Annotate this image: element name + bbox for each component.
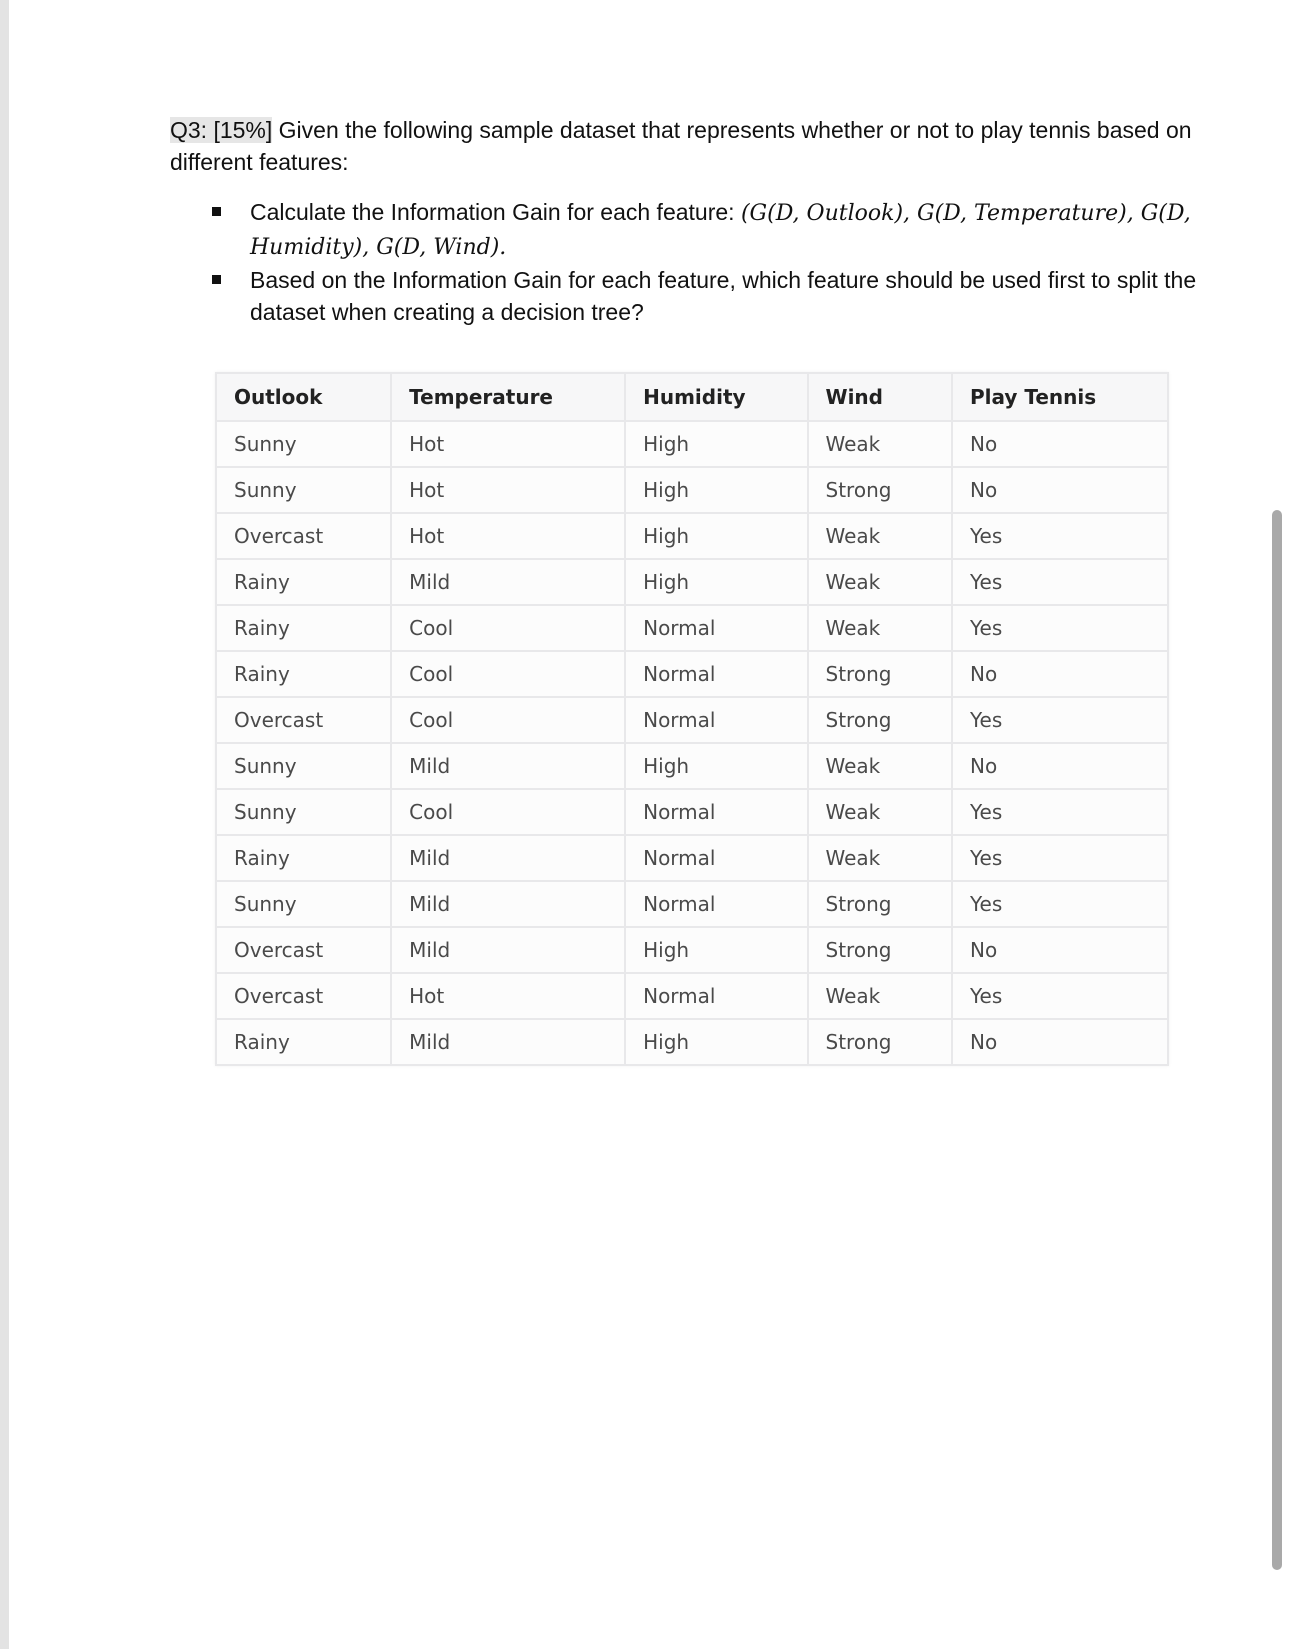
table-cell: Weak: [808, 789, 952, 835]
table-cell: Rainy: [216, 1019, 391, 1065]
table-cell: Yes: [952, 605, 1168, 651]
table-cell: Cool: [391, 697, 625, 743]
table-cell: Cool: [391, 789, 625, 835]
table-row: [216, 927, 1168, 973]
table-cell: Overcast: [216, 697, 391, 743]
column-header: Play Tennis: [952, 373, 1168, 421]
table-cell: Hot: [391, 513, 625, 559]
square-bullet-icon: [212, 275, 221, 284]
table-cell: Sunny: [216, 421, 391, 467]
column-header: Temperature: [391, 373, 625, 421]
table-cell: No: [952, 1019, 1168, 1065]
table-cell: No: [952, 743, 1168, 789]
table-row: [216, 513, 1168, 559]
table-cell: Hot: [391, 467, 625, 513]
page-left-edge: [0, 0, 9, 1649]
table-row: [216, 835, 1168, 881]
table-cell: Normal: [625, 973, 807, 1019]
table-row: [216, 1019, 1168, 1065]
column-header: Humidity: [625, 373, 807, 421]
instruction-item: [208, 264, 1208, 328]
table-cell: Sunny: [216, 467, 391, 513]
table-cell: High: [625, 1019, 807, 1065]
instruction-list: [208, 196, 1208, 328]
table-cell: Weak: [808, 973, 952, 1019]
table-cell: Weak: [808, 605, 952, 651]
table-cell: Mild: [391, 881, 625, 927]
table-cell: Mild: [391, 835, 625, 881]
table-row: [216, 973, 1168, 1019]
table-cell: High: [625, 559, 807, 605]
table-cell: No: [952, 927, 1168, 973]
table-cell: Mild: [391, 1019, 625, 1065]
question-label: Q3: [15%]: [170, 117, 273, 143]
table-cell: Hot: [391, 421, 625, 467]
table-cell: Rainy: [216, 835, 391, 881]
table-cell: Sunny: [216, 789, 391, 835]
vertical-scrollbar[interactable]: [1272, 510, 1282, 1570]
table-cell: Yes: [952, 559, 1168, 605]
table-cell: Strong: [808, 927, 952, 973]
tennis-dataset-table: [215, 372, 1169, 1066]
table-cell: High: [625, 743, 807, 789]
table-cell: Normal: [625, 605, 807, 651]
question-heading: [170, 114, 1210, 178]
column-header: Outlook: [216, 373, 391, 421]
table-row: [216, 559, 1168, 605]
table-row: [216, 697, 1168, 743]
table-cell: Rainy: [216, 651, 391, 697]
table-cell: Hot: [391, 973, 625, 1019]
table-cell: High: [625, 467, 807, 513]
table-cell: Strong: [808, 467, 952, 513]
table-cell: Sunny: [216, 881, 391, 927]
table-cell: Overcast: [216, 927, 391, 973]
table-cell: Strong: [808, 881, 952, 927]
square-bullet-icon: [212, 207, 221, 216]
table-cell: Normal: [625, 651, 807, 697]
table-cell: Yes: [952, 513, 1168, 559]
table-row: [216, 605, 1168, 651]
table-cell: Cool: [391, 651, 625, 697]
table-cell: Rainy: [216, 605, 391, 651]
table-cell: No: [952, 421, 1168, 467]
table-cell: Yes: [952, 973, 1168, 1019]
table-cell: Normal: [625, 835, 807, 881]
table-cell: Strong: [808, 1019, 952, 1065]
table-cell: Weak: [808, 421, 952, 467]
table-header-row: [216, 373, 1168, 421]
question-text: Given the following sample dataset that represents whether or not to play tennis based on different features:: [170, 117, 1192, 175]
table-cell: Normal: [625, 789, 807, 835]
table-cell: Yes: [952, 789, 1168, 835]
table-cell: Strong: [808, 651, 952, 697]
table-cell: No: [952, 651, 1168, 697]
table-cell: Weak: [808, 835, 952, 881]
instruction-text: Based on the Information Gain for each feature, which feature should be used first to split the dataset when creating a decision tree?: [250, 267, 1197, 325]
table-cell: Weak: [808, 559, 952, 605]
column-header: Wind: [808, 373, 952, 421]
table-cell: Overcast: [216, 513, 391, 559]
table-cell: High: [625, 927, 807, 973]
table-row: [216, 743, 1168, 789]
table-cell: Strong: [808, 697, 952, 743]
table-row: [216, 421, 1168, 467]
table-cell: Yes: [952, 835, 1168, 881]
table-cell: Mild: [391, 743, 625, 789]
table-row: [216, 881, 1168, 927]
table-cell: High: [625, 421, 807, 467]
instruction-text: Calculate the Information Gain for each feature:: [250, 199, 741, 225]
table-cell: Cool: [391, 605, 625, 651]
table-cell: Normal: [625, 881, 807, 927]
table-cell: Weak: [808, 743, 952, 789]
table-cell: Sunny: [216, 743, 391, 789]
table-cell: Mild: [391, 927, 625, 973]
table-row: [216, 789, 1168, 835]
table-cell: Normal: [625, 697, 807, 743]
instruction-item: [208, 196, 1208, 264]
instruction-math: (G(D, Outlook), G(D, Temperature), G(D, Humidity), G(D, Wind).: [250, 201, 1191, 260]
table-cell: High: [625, 513, 807, 559]
table-cell: No: [952, 467, 1168, 513]
table-cell: Yes: [952, 881, 1168, 927]
table-row: [216, 651, 1168, 697]
table-row: [216, 467, 1168, 513]
table-cell: Weak: [808, 513, 952, 559]
table-cell: Overcast: [216, 973, 391, 1019]
table-cell: Yes: [952, 697, 1168, 743]
table-cell: Mild: [391, 559, 625, 605]
table-cell: Rainy: [216, 559, 391, 605]
